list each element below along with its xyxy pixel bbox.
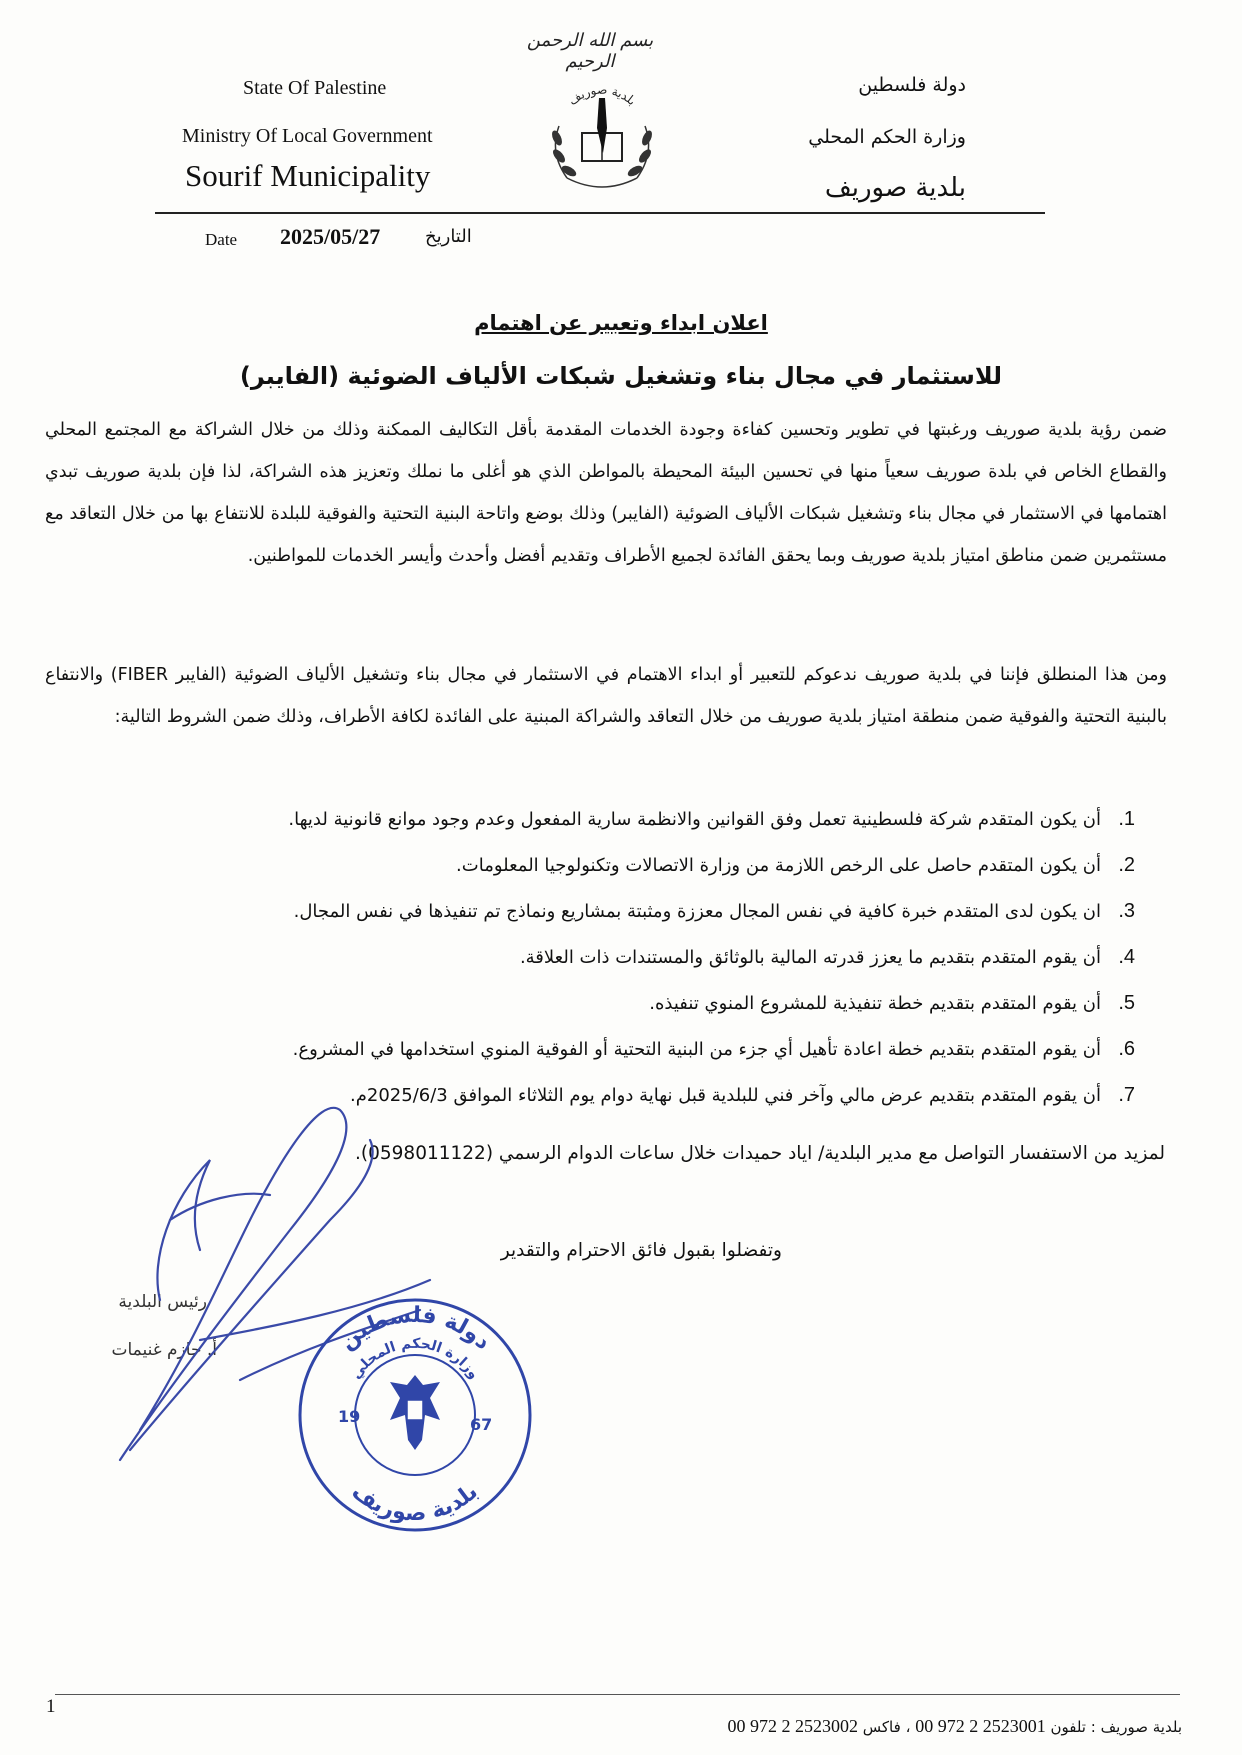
condition-number: 2. [1118,854,1135,876]
header-ar-state: دولة فلسطين [858,74,966,96]
date-label-en: Date [205,230,238,249]
conditions-list [80,796,1135,1118]
date-value: 2025/05/27 [280,224,381,249]
condition-text: أن يقوم المتقدم بتقديم خطة اعادة تأهيل أي جزء من البنية التحتية أو الفوقية المنوي استخدامها في المشروع. [292,1039,1101,1060]
condition-text: أن يقوم المتقدم بتقديم خطة تنفيذية للمشروع المنوي تنفيذه. [649,993,1101,1014]
footer-phone-label: تلفون [1050,1718,1086,1736]
page-number: 1 [46,1696,56,1717]
header-en-ministry: Ministry Of Local Government [182,125,433,147]
seal-bottom-text: بلدية صوريف [347,1479,483,1527]
footer-contact: بلدية صوريف : تلفون 00 972 2 2523001 ، فاكس 00 972 2 2523002 [727,1716,1182,1736]
condition-item [80,1026,1135,1072]
header-divider [155,212,1045,214]
header-en-municipality: Sourif Municipality [185,158,431,193]
condition-number: 4. [1118,946,1135,968]
footer-fax-label: فاكس [862,1718,901,1736]
condition-number: 3. [1118,900,1135,922]
body-paragraph-1: ضمن رؤية بلدية صوريف ورغبتها في تطوير وتحسين كفاءة وجودة الخدمات المقدمة بأقل التكاليف الممكنة وذلك من خلال الشراكة مع المجتمع المحلي والقطاع الخاص في بلدة صوريف سعياً منها في تحسين البيئة المحيطة بالمواطن الذي هو أغلى ما نملك وتعزيز هذه الشراكة، لذا فإن بلدية صوريف تبدي اهتمامها في الاستثمار في مجال بناء وتشغيل شبكات الألياف الضوئية (الفايبر) وذلك بوضع واتاحة البنية التحتية والفوقية للبلدة للانتفاع بها من خلال التعاقد مع مستثمرين ضمن مناطق امتياز بلدية صوريف وبما يحقق الفائدة لجميع الأطراف وتقديم أفضل وأحدث وأيسر الخدمات للمواطنين. [45,420,1167,566]
condition-number: 6. [1118,1038,1135,1060]
date-label-ar: التاريخ [425,226,472,247]
condition-text: أن يكون المتقدم حاصل على الرخص اللازمة من وزارة الاتصالات وتكنولوجيا المعلومات. [456,855,1101,876]
basmala: بسم الله الرحمن الرحيم [526,30,654,72]
body-paragraph-2: ومن هذا المنطلق فإننا في بلدية صوريف ندعوكم للتعبير أو ابداء الاهتمام في الاستثمار في مجال بناء وتشغيل الألياف الضوئية (الفايبر FIBER) والانتفاع بالبنية التحتية والفوقية ضمن منطقة امتياز بلدية صوريف من خلال التعاقد والشراكة المبنية على الفائدة لكافة الأطراف، وذلك ضمن الشروط التالية: [45,665,1167,727]
announcement-subtitle: للاستثمار في مجال بناء وتشغيل شبكات الألياف الضوئية (الفايبر) [239,362,1003,390]
condition-number: 1. [1118,808,1135,830]
condition-text: أن يقوم المتقدم بتقديم ما يعزز قدرته المالية بالوثائق والمستندات ذات العلاقة. [519,947,1101,968]
seal-middle-text: وزارة الحكم المحلي [348,1335,482,1383]
signature-name: أ. حازم غنيمات [111,1340,217,1360]
municipality-logo [537,78,667,198]
inquiry-line: لمزيد من الاستفسار التواصل مع مدير البلدية/ اياد حميدات خلال ساعات الدوام الرسمي (0598011122). [355,1143,1165,1164]
condition-number: 5. [1118,992,1135,1014]
official-seal [290,1290,540,1540]
condition-item [80,842,1135,888]
condition-item [80,796,1135,842]
header-ar-municipality: بلدية صوريف [824,173,966,203]
eagle-emblem-icon [390,1375,440,1450]
seal-top-text: دولة فلسطين [335,1302,496,1356]
closing-line: وتفضلوا بقبول فائق الاحترام والتقدير [500,1240,782,1261]
header-en-state: State Of Palestine [243,77,387,99]
condition-text: أن يكون المتقدم شركة فلسطينية تعمل وفق القوانين والانظمة سارية المفعول وعدم وجود موانع قانونية لديها. [288,809,1101,830]
announcement-title: اعلان ابداء وتعبير عن اهتمام [474,311,768,335]
footer-fax: 00 972 2 2523002 [727,1716,858,1736]
condition-number: 7. [1118,1084,1135,1106]
footer-phone: 00 972 2 2523001 [915,1716,1046,1736]
condition-item [80,934,1135,980]
footer-divider [55,1694,1180,1695]
condition-text: أن يقوم المتقدم بتقديم عرض مالي وآخر فني للبلدية قبل نهاية دوام يوم الثلاثاء الموافق 2025/6/3م. [350,1085,1101,1106]
seal-year-right: 67 [470,1415,493,1434]
signature-title: رئيس البلدية [118,1292,207,1312]
condition-item [80,980,1135,1026]
condition-item [80,888,1135,934]
footer-org: بلدية صوريف [1100,1718,1182,1736]
logo-text: بلدية صوريف [565,82,639,109]
header-ar-ministry: وزارة الحكم المحلي [808,126,966,148]
seal-year-left: 19 [338,1407,361,1426]
condition-text: ان يكون لدى المتقدم خبرة كافية في نفس المجال معززة ومثبتة بمشاريع ونماذج تم تنفيذها في نفس المجال. [293,901,1101,922]
